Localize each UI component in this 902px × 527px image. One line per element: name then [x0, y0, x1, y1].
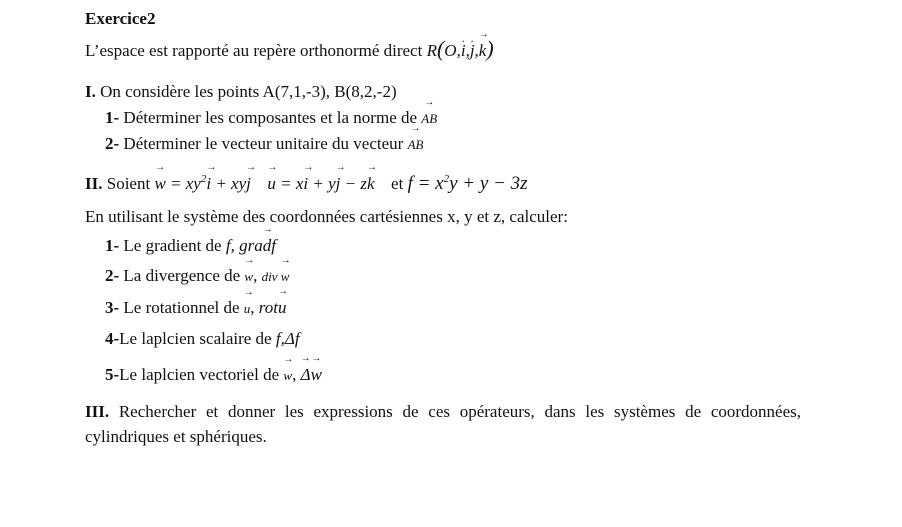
vector-ab: → AB [408, 134, 424, 156]
part2-item-1: 1- Le gradient de f, gra→ df [105, 235, 276, 257]
intro-line [85, 38, 494, 62]
laplacian-scalar-operator: Δf [284, 329, 300, 348]
part1-text: On considère les points A(7,1,-3), B(8,2,-2) [100, 82, 397, 101]
intro-text: L’espace est rapporté au repère orthonormé direct [85, 41, 423, 60]
part2-item-5: 5-Le laplcien vectoriel de → w, → Δ→ w [105, 364, 322, 387]
frame-notation: R(O,· i,· j,→ k) [427, 41, 494, 60]
laplacian-vector-operator: → Δ→ w [301, 365, 322, 384]
part1-heading [85, 81, 397, 103]
u-definition: → u = x→ i + y→ j − z→ k [267, 174, 378, 193]
w-definition: → $w = xy^2\to i + xy\to j$ [154, 174, 255, 193]
part2-item-2: 2- La divergence de → w, div → w [105, 265, 289, 288]
part2-item-3: 3- Le rotationnel de → u, rot→ u [105, 297, 287, 320]
divergence-operator: div → w [262, 269, 290, 284]
part2-heading: II. Soient → $w = xy^2\to i + xy\to j \to u = x\to i + y\to j - z\to k$ et $f = x^2y + y - 3z$ [85, 173, 528, 195]
rotational-operator: rot→ u [259, 298, 287, 317]
part2-intro: En utilisant le système des coordonnées cartésiennes x, y et z, calculer: [85, 207, 568, 226]
part1-item-1: 1- Déterminer les composantes et la norme de → AB [105, 107, 437, 130]
part2-item-4: 4-Le laplcien scalaire de f,Δf [105, 329, 300, 348]
part3-paragraph: III. Rechercher et donner les expressions de ces opérateurs, dans les systèmes de coordonnées, cylindriques et sphériques. [85, 402, 802, 446]
gradient-operator: gra→ df [239, 236, 276, 255]
part1-number: I. [85, 82, 96, 101]
f-definition: $f = x^2y + y - 3z$ [407, 173, 528, 194]
part1-item-2: 2- Déterminer le vecteur unitaire du vecteur → AB [105, 133, 423, 156]
vector-ab: → AB [421, 108, 437, 130]
exercise-title: Exercice2 [85, 9, 156, 28]
